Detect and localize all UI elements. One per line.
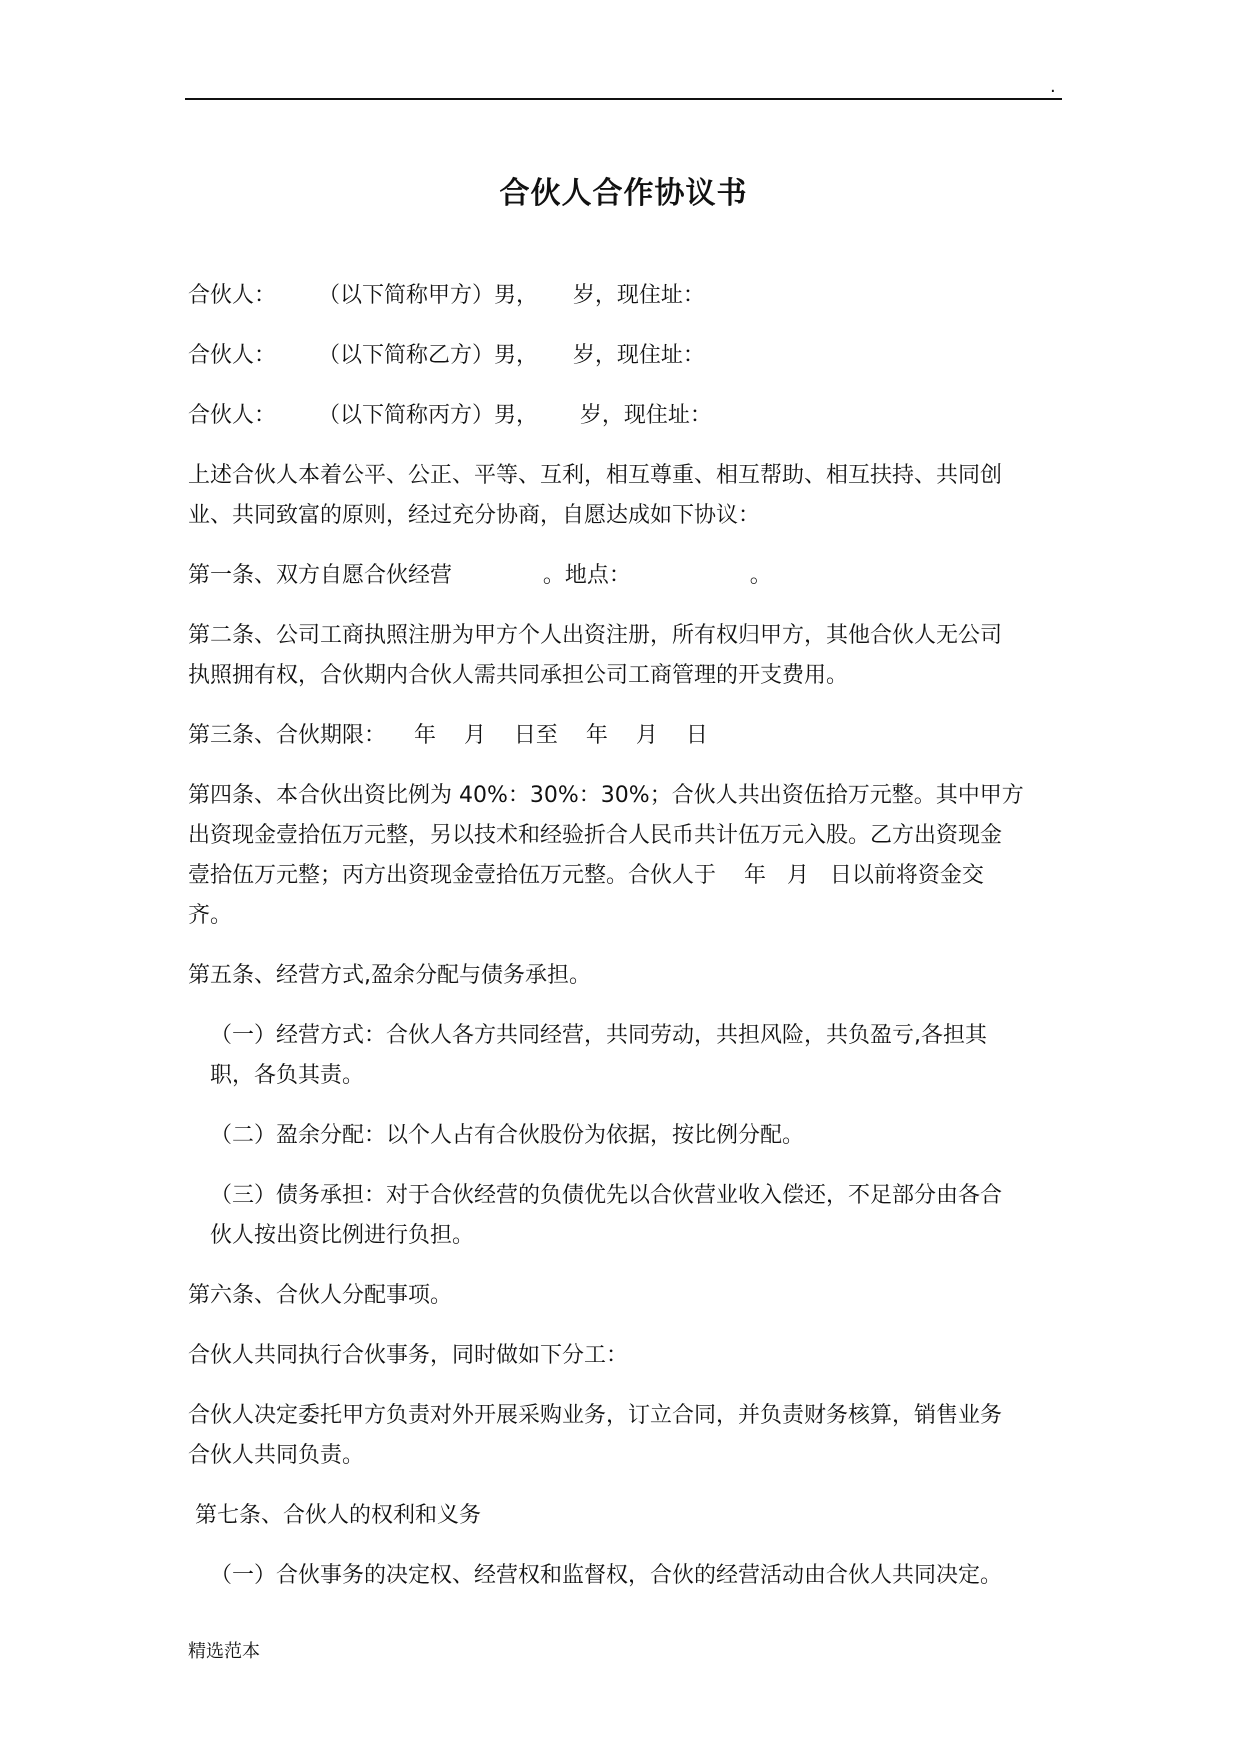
document-title: 合伙人合作协议书 [499,176,748,211]
article-5-item-1-line-2: 职，各负其责。 [210,1063,365,1088]
article-7: 第七条、合伙人的权利和义务 [188,1503,481,1528]
article-5-item-3-line-1: （三）债务承担：对于合伙经营的负债优先以合伙营业收入偿还，不足部分由各合 [210,1183,1003,1208]
article-2-line-2: 执照拥有权，合伙期内合伙人需共同承担公司工商管理的开支费用。 [188,663,849,688]
article-6-division-line-2: 合伙人共同负责。 [188,1443,365,1468]
article-4-line-1: 第四条、本合伙出资比例为 40%：30%：30%；合伙人共出资伍拾万元整。其中甲方 [188,783,1024,808]
party-b-line: 合伙人： （以下简称乙方）男， 岁，现住址： [188,343,705,368]
party-a-line: 合伙人： （以下简称甲方）男， 岁，现住址： [188,283,705,308]
article-1: 第一条、双方自愿合伙经营 。地点： 。 [188,563,772,588]
article-5-item-3-line-2: 伙人按出资比例进行负担。 [210,1223,475,1248]
header-mark: . [1050,76,1056,97]
article-2-line-1: 第二条、公司工商执照注册为甲方个人出资注册，所有权归甲方，其他合伙人无公司 [188,623,1003,648]
article-6-division-line-1: 合伙人决定委托甲方负责对外开展采购业务，订立合同，并负责财务核算，销售业务 [188,1403,1003,1428]
article-6: 第六条、合伙人分配事项。 [188,1283,453,1308]
article-4-line-4: 齐。 [188,903,233,928]
article-6-division-intro: 合伙人共同执行合伙事务，同时做如下分工： [188,1343,629,1368]
article-4-line-3: 壹拾伍万元整；丙方出资现金壹拾伍万元整。合伙人于 年 月 日以前将资金交 [188,863,984,888]
preamble-line-1: 上述合伙人本着公平、公正、平等、互利，相互尊重、相互帮助、相互扶持、共同创 [188,463,1003,488]
article-7-item-1: （一）合伙事务的决定权、经营权和监督权，合伙的经营活动由合伙人共同决定。 [210,1563,1003,1588]
article-4-line-2: 出资现金壹拾伍万元整，另以技术和经验折合人民币共计伍万元入股。乙方出资现金 [188,823,1003,848]
article-5: 第五条、经营方式,盈余分配与债务承担。 [188,963,591,988]
party-c-line: 合伙人： （以下简称丙方）男， 岁，现住址： [188,403,712,428]
preamble-line-2: 业、共同致富的原则，经过充分协商，自愿达成如下协议： [188,503,761,528]
header-rule [185,98,1062,100]
article-3: 第三条、合伙期限： 年 月 日至 年 月 日 [188,723,708,748]
article-5-item-2: （二）盈余分配：以个人占有合伙股份为依据，按比例分配。 [210,1123,805,1148]
article-5-item-1-line-1: （一）经营方式：合伙人各方共同经营，共同劳动，共担风险，共负盈亏,各担其 [210,1023,987,1048]
footer-label: 精选范本 [188,1641,260,1662]
